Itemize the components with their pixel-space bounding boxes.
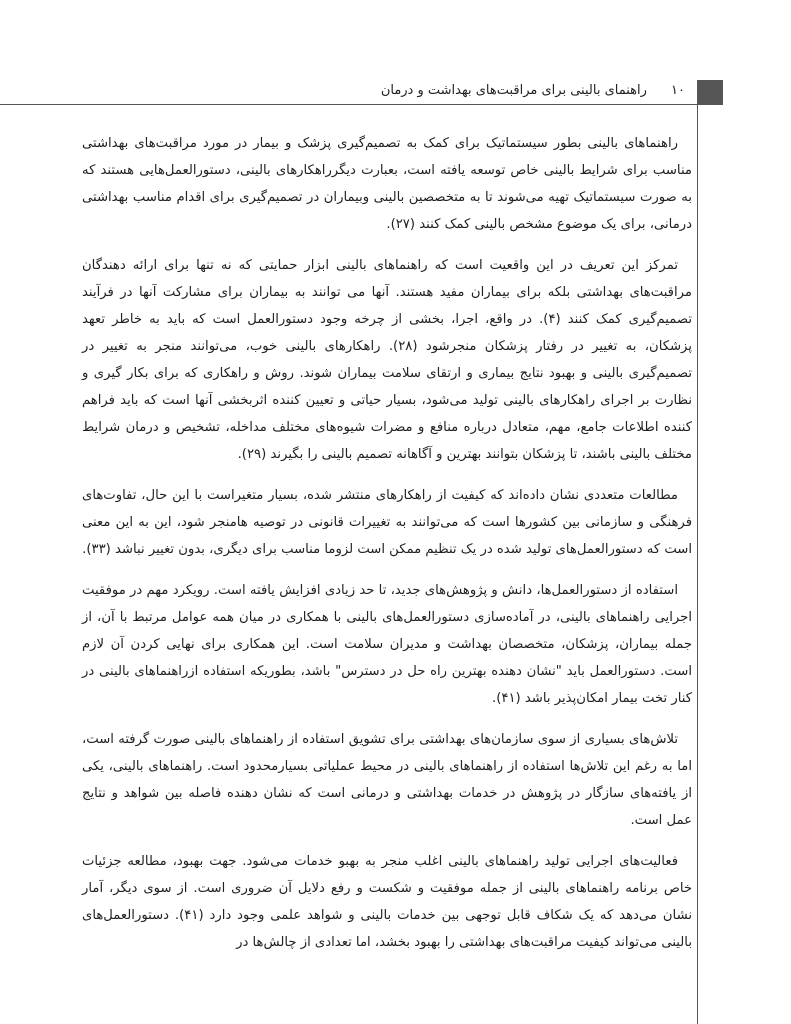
header-tab-block — [697, 80, 723, 105]
paragraph: تمرکز این تعریف در این واقعیت است که راهنماهای بالینی ابزار حمایتی که نه تنها برای ارائه دهندگان مراقبت‌های بهداشتی بلکه برای بیماران مفید هستند. آنها می توانند به بیماران برای مشارکت آنها در فرآیند تصمیم‌گیری کمک کنند (۴). در واقع، اجرا، بخشی از چرخه وجود دستورالعمل است که باید به خاطر تعهد پزشکان، به تغییر در رفتار پزشکان منجرشود (۲۸). راهکارهای بالینی خوب، می‌توانند منجر به تغییر در تصمیم‌گیری بالینی و بهبود نتایج بیماری و ارتقای سلامت بیماران شوند. روش و راهکاری که برای بکار گیری و نظارت بر اجرای راهکارهای بالینی تولید می‌شود، بسیار حیاتی و تعیین کننده اثربخشی آنها است که باید فراهم کننده اطلاعات جامع، مهم، متعادل درباره منافع و مضرات شیوه‌های مختلف مداخله، تشخیص و درمان شرایط مختلف بالینی باشند، تا پزشکان بتوانند بهترین و آگاهانه تصمیم بالینی را بگیرند (۲۹). — [82, 258, 693, 462]
paragraph: مطالعات متعددی نشان داده‌اند که کیفیت از راهکارهای منتشر شده، بسیار متغیراست با این حال، تفاوت‌های فرهنگی و سازمانی بین کشورها است که می‌توانند به تغییرات قانونی در توصیه هامنجر شود، این به این معنی است که دستورالعمل‌های تولید شده در یک تنظیم ممکن است لزوما مناسب برای دیگری، بدون تغییر نباشد (۳۳). — [82, 488, 692, 557]
paragraph: تلاش‌های بسیاری از سوی سازمان‌های بهداشتی برای تشویق استفاده از راهنماهای بالینی صورت گرفته است، اما به رغم این تلاش‌ها استفاده از راهنماهای بالینی در محیط عملیاتی بسیارمحدود است. راهنماهای بالینی، یکی از یافته‌های سازگار در پژوهش در خدمات بهداشتی و درمانی است که نشان دهنده فاصله بین شواهد و نتایج عمل است. — [82, 732, 692, 828]
running-title: راهنمای بالینی برای مراقبت‌های بهداشت و درمان — [380, 83, 647, 98]
margin-rule — [697, 104, 698, 1024]
body-text — [82, 130, 692, 970]
page-number: ۱۰ — [671, 83, 685, 98]
paragraph: فعالیت‌های اجرایی تولید راهنماهای بالینی اغلب منجر به بهبو خدمات می‌شود. جهت بهبود، مطالعه جزئیات خاص برنامه راهنماهای بالینی از جمله موفقیت و شکست و رفع دلایل آن ضروری است. از سوی دیگر، آمار نشان می‌دهد که یک شکاف قابل توجهی بین خدمات بالینی و شواهد علمی وجود دارد (۴۱). دستورالعمل‌های بالینی می‌تواند کیفیت مراقبت‌های بهداشتی را بهبود بخشد، اما تعدادی از چالش‌ها در — [82, 854, 692, 950]
header-rule — [0, 104, 698, 105]
paragraph: راهنماهای بالینی بطور سیستماتیک برای کمک به تصمیم‌گیری پزشک و بیمار در مورد مراقبت‌های بهداشتی مناسب برای شرایط بالینی خاص توسعه یافته است، بعبارت دیگرراهکارهای بالینی، دستورالعمل‌هایی هستند که به صورت سیستماتیک تهیه می‌شوند تا به متخصصین بالینی وبیماران در تصمیم‌گیری برای اقدام مناسب بهداشتی درمانی، برای یک موضوع مشخص بالینی کمک کنند (۲۷). — [82, 136, 692, 232]
paragraph: استفاده از دستورالعمل‌ها، دانش و پژوهش‌های جدید، تا حد زیادی افزایش یافته است. رویکرد مهم در موفقیت اجرایی راهنماهای بالینی، در آماده‌سازی دستورالعمل‌های بالینی با همکاری در میان همه عوامل مرتبط با آن، از جمله بیماران، پزشکان، متخصصان بهداشت و مدیران سلامت است. این همکاری برای نهایی کردن آن لازم است. دستورالعمل باید "نشان دهنده بهترین راه حل در دسترس" باشد، بطوریکه استفاده ازراهنماهای بالینی در کنار تخت بیمار امکان‌پذیر باشد (۴۱). — [82, 583, 692, 706]
running-head — [300, 80, 685, 102]
